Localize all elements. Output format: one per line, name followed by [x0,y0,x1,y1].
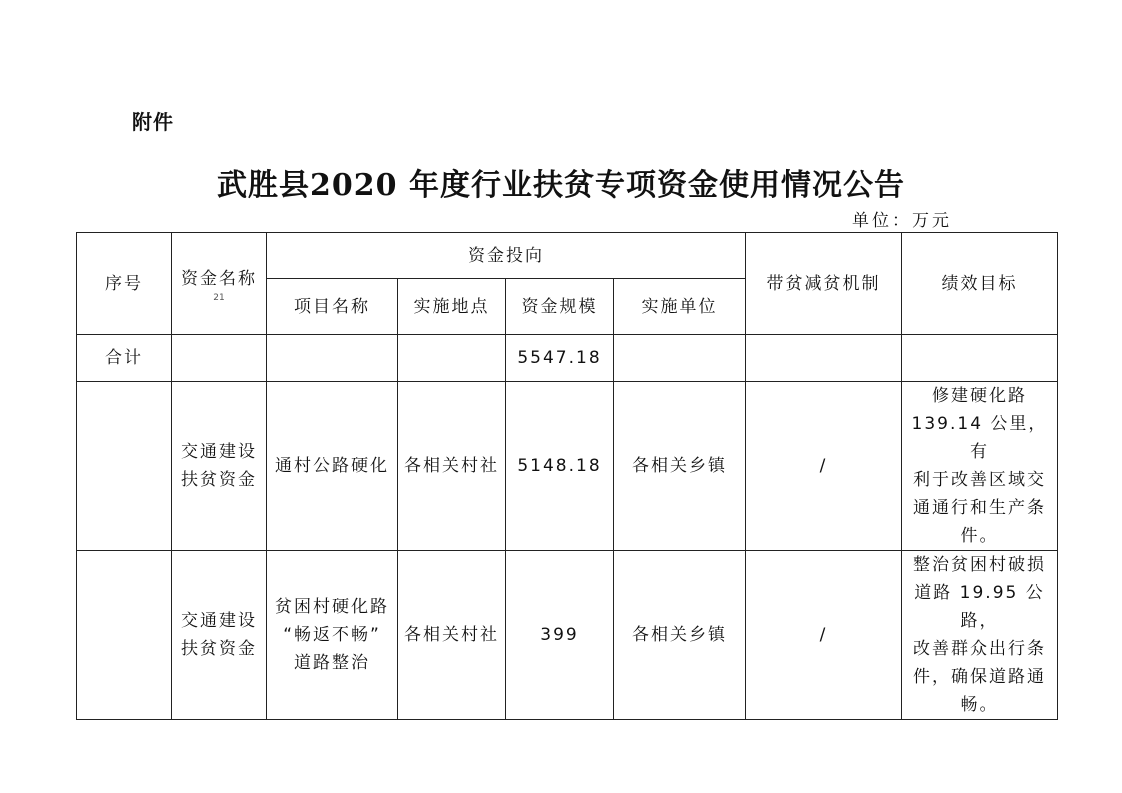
row-goal-line: 畅。 [960,695,999,715]
row-project-name [267,382,398,551]
row-project-name-line: 道路整治 [294,653,370,673]
attachment-label: 附件 [132,110,174,134]
row-goal-line: 利于改善区域交 [913,470,1046,490]
row-goal-line: 通通行和生产条 [913,498,1046,518]
row-location: 各相关村社 [398,551,506,720]
header-unit: 实施单位 [614,279,746,335]
row-fund-name-line: 扶贫资金 [181,470,257,490]
row-seq [77,551,172,720]
row-goal-line: 件，确保道路通 [913,667,1046,687]
row-goal-line: 道路 19.95 公路， [914,583,1045,631]
row-goal [902,382,1058,551]
header-goal: 绩效目标 [902,233,1058,335]
row-scale: 399 [506,551,614,720]
row-project-name-line: 贫困村硬化路 [275,597,389,617]
header-fund-name: 资金名称 [181,268,257,289]
row-mechanism: / [746,382,902,551]
row-project-name-line: “畅返不畅” [283,625,381,645]
total-empty-cell [746,335,902,382]
total-empty-cell [172,335,267,382]
total-scale: 5547.18 [506,335,614,382]
row-unit: 各相关乡镇 [614,382,746,551]
row-goal-line: 件。 [960,526,999,546]
total-empty-cell [267,335,398,382]
row-project-name [267,551,398,720]
row-scale: 5148.18 [506,382,614,551]
row-mechanism: / [746,551,902,720]
row-goal-line: 改善群众出行条 [913,639,1046,659]
total-empty-cell [398,335,506,382]
row-unit: 各相关乡镇 [614,551,746,720]
row-project-name-line: 通村公路硬化 [275,456,389,476]
total-row [77,335,1058,382]
header-fund-name-note: 21 [213,292,225,303]
fund-usage-table [76,232,1058,720]
total-empty-cell [614,335,746,382]
row-goal [902,551,1058,720]
header-row-1 [77,233,1058,279]
header-mechanism: 带贫减贫机制 [746,233,902,335]
header-project-name: 项目名称 [267,279,398,335]
total-label: 合计 [77,335,172,382]
row-seq [77,382,172,551]
page-title: 武胜县2020 年度行业扶贫专项资金使用情况公告 [217,168,905,203]
row-goal-line: 139.14 公里，有 [911,414,1048,462]
row-location: 各相关村社 [398,382,506,551]
row-fund-name-line: 交通建设 [181,442,257,462]
header-seq: 序号 [77,233,172,335]
table-row [77,382,1058,551]
header-scale: 资金规模 [506,279,614,335]
row-fund-name-line: 扶贫资金 [181,639,257,659]
unit-label: 单位：万元 [852,211,952,231]
header-location: 实施地点 [398,279,506,335]
row-goal-line: 整治贫困村破损 [913,555,1046,575]
row-goal-line: 修建硬化路 [932,386,1027,406]
total-empty-cell [902,335,1058,382]
row-fund-name [172,382,267,551]
header-fund-direction: 资金投向 [267,233,746,279]
row-fund-name [172,551,267,720]
row-fund-name-line: 交通建设 [181,611,257,631]
table-row [77,551,1058,720]
header-fund-name-cell [172,233,267,335]
